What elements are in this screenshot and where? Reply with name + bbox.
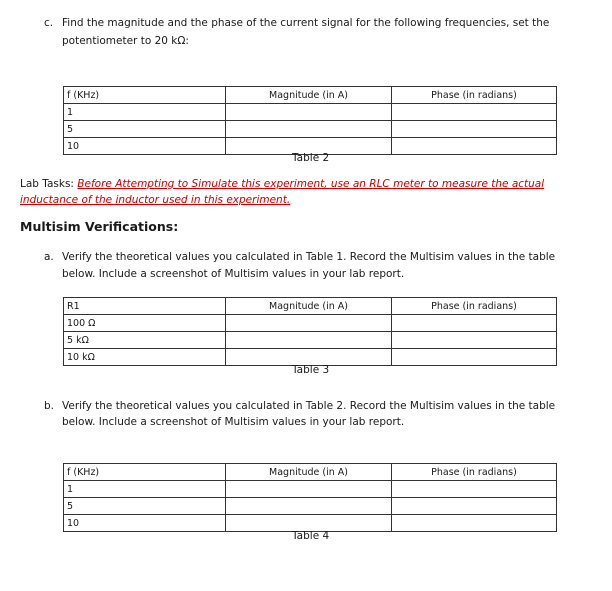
list-marker-a: a. (44, 251, 54, 263)
table-cell-frequency: 5 (64, 498, 226, 515)
table-4-caption: Table 4 (292, 530, 330, 542)
table-cell-magnitude[interactable] (226, 104, 392, 121)
table-header-frequency: f (KHz) (64, 464, 226, 481)
table-cell-magnitude[interactable] (226, 315, 392, 332)
table-cell-phase[interactable] (392, 104, 557, 121)
table-header-frequency: f (KHz) (64, 87, 226, 104)
table-cell-phase[interactable] (392, 315, 557, 332)
table-cell-magnitude[interactable] (226, 515, 392, 532)
section-c-line-1: Find the magnitude and the phase of the current signal for the following frequencies, set the (62, 17, 550, 29)
table-cell-magnitude[interactable] (226, 481, 392, 498)
table-4 (63, 463, 557, 532)
section-c-line-2: potentiometer to 20 kΩ: (62, 35, 189, 47)
table-2-caption: Table 2 (292, 152, 330, 164)
table-cell-phase[interactable] (392, 481, 557, 498)
item-a-line-1: Verify the theoretical values you calculated in Table 1. Record the Multisim values in the table (62, 251, 556, 263)
table-cell-magnitude[interactable] (226, 349, 392, 366)
item-b-line-1: Verify the theoretical values you calculated in Table 2. Record the Multisim values in the table (62, 400, 556, 412)
table-row (64, 515, 557, 532)
table-cell-phase[interactable] (392, 138, 557, 155)
lab-tasks-line-1 (20, 176, 544, 192)
multisim-heading: Multisim Verifications: (20, 219, 179, 234)
table-cell-frequency: 10 (64, 515, 226, 532)
table-header-phase: Phase (in radians) (392, 464, 557, 481)
table-cell-phase[interactable] (392, 332, 557, 349)
list-marker-b: b. (44, 400, 55, 412)
table-cell-resistance: 10 kΩ (64, 349, 226, 366)
item-b-line-2: below. Include a screenshot of Multisim values in your lab report. (62, 416, 405, 428)
table-row (64, 349, 557, 366)
table-cell-magnitude[interactable] (226, 121, 392, 138)
lab-tasks-line-2: inductance of the inductor used in this experiment. (20, 194, 291, 206)
table-cell-phase[interactable] (392, 515, 557, 532)
table-cell-resistance: 5 kΩ (64, 332, 226, 349)
table-header-row (64, 298, 557, 315)
table-row (64, 121, 557, 138)
table-header-magnitude: Magnitude (in A) (226, 298, 392, 315)
table-cell-frequency: 1 (64, 104, 226, 121)
table-cell-phase[interactable] (392, 349, 557, 366)
table-cell-phase[interactable] (392, 121, 557, 138)
table-cell-phase[interactable] (392, 498, 557, 515)
table-row (64, 332, 557, 349)
table-cell-magnitude[interactable] (226, 498, 392, 515)
list-marker-c: c. (44, 17, 54, 29)
table-row (64, 315, 557, 332)
table-header-magnitude: Magnitude (in A) (226, 464, 392, 481)
lab-tasks-instruction: Before Attempting to Simulate this experiment, use an RLC meter to measure the actual (77, 178, 545, 190)
table-3-caption: Table 3 (292, 364, 330, 376)
lab-tasks-label: Lab Tasks: (20, 178, 78, 190)
table-header-resistance: R1 (64, 298, 226, 315)
table-row (64, 498, 557, 515)
table-row (64, 104, 557, 121)
table-row (64, 481, 557, 498)
table-cell-frequency: 1 (64, 481, 226, 498)
table-cell-frequency: 5 (64, 121, 226, 138)
table-header-phase: Phase (in radians) (392, 87, 557, 104)
table-header-magnitude: Magnitude (in A) (226, 87, 392, 104)
table-cell-magnitude[interactable] (226, 332, 392, 349)
table-3 (63, 297, 557, 366)
table-2 (63, 86, 557, 155)
table-header-phase: Phase (in radians) (392, 298, 557, 315)
table-header-row (64, 464, 557, 481)
item-a-line-2: below. Include a screenshot of Multisim values in your lab report. (62, 268, 405, 280)
table-cell-resistance: 100 Ω (64, 315, 226, 332)
table-header-row (64, 87, 557, 104)
table-cell-frequency: 10 (64, 138, 226, 155)
